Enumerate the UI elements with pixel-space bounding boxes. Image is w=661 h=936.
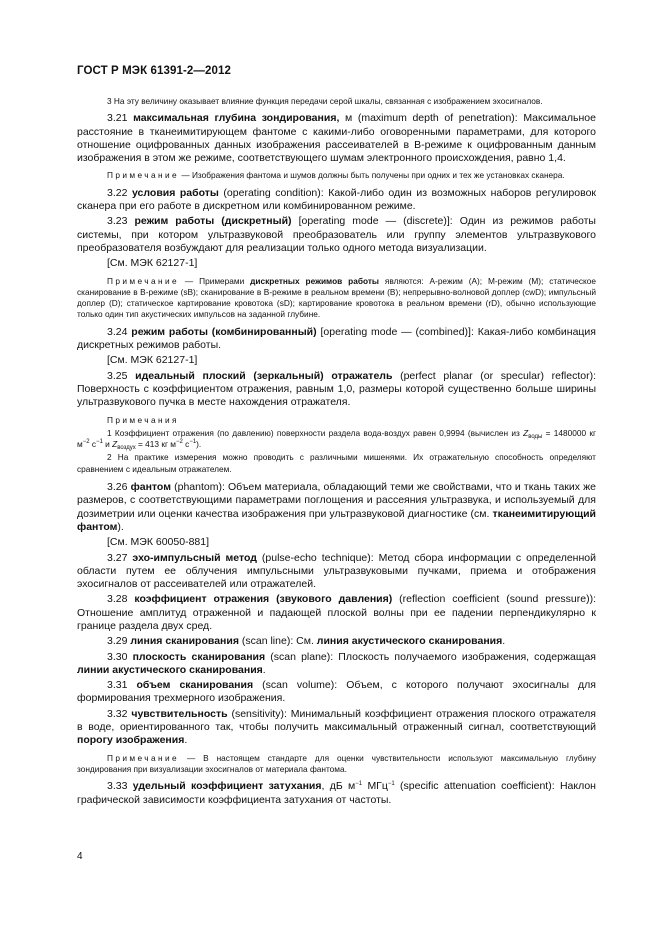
term-name: объем сканирования: [136, 679, 254, 692]
term-number: 3.21: [107, 112, 134, 125]
exponent: −1: [96, 439, 103, 446]
exponent: −1: [355, 781, 363, 788]
unit-text: с: [182, 439, 190, 450]
term-definition: .: [262, 663, 266, 676]
reference-text: [См. МЭК 62127-1]: [107, 354, 198, 367]
unit-text: с: [89, 439, 97, 450]
term-number: 3.31: [107, 679, 137, 692]
exponent: −1: [189, 439, 197, 446]
term-name: идеальный плоский (зеркальный) отражатель: [135, 369, 393, 382]
term-definition: (phantom): Объем материала, обладающий теми же свойствами, что и ткань таких же размеров, с соответствующими параметрами поглощения и рассеяния ультразвука, и используемый для дозиметрии или оценки качества изображения при ультразвуковой диагностике (см.: [77, 481, 596, 520]
reference-3-24: [107, 354, 596, 367]
term-3-28: [77, 593, 596, 633]
term-name: максимальная глубина зондирования,: [133, 112, 340, 125]
term-number: 3.30: [107, 650, 133, 663]
term-3-29: [77, 635, 596, 648]
note-text: 1 Коэффициент отражения (по давлению) поверхности раздела вода-воздух равен 0,9994 (вычислен из: [107, 427, 524, 438]
term-crossref: тканеимитирующий фантом: [77, 507, 596, 533]
notes-label: Примечания: [107, 414, 179, 425]
air-subscript: воздух: [117, 445, 136, 452]
impedance-symbol: Z: [112, 439, 118, 450]
document-header: [77, 65, 231, 77]
term-definition: ).: [117, 520, 124, 533]
term-number: 3.27: [107, 551, 133, 564]
term-name: коэффициент отражения (звукового давления): [134, 593, 393, 606]
term-3-26: [77, 481, 596, 534]
term-name: фантом: [130, 481, 171, 494]
term-name: условия работы: [131, 186, 219, 199]
term-unit: МГц: [362, 780, 388, 793]
note-label: Примечание: [107, 752, 180, 763]
term-definition: (scan line): См.: [238, 635, 317, 648]
term-name: режим работы (комбинированный): [131, 325, 317, 338]
note-3-25-2: [77, 452, 596, 475]
term-3-25: [77, 370, 596, 410]
term-definition: (scan plane): Плоскость получаемого изображения, содержащая: [265, 650, 596, 663]
term-3-27: [77, 552, 596, 592]
term-3-32: [77, 708, 596, 748]
term-number: 3.25: [107, 369, 136, 382]
term-definition: (operating condition): Какой-либо один из возможных наборов регулировок сканера при его работе в дискретном или комбинированном режиме.: [77, 186, 596, 213]
term-3-24: [77, 326, 596, 353]
page-number-text: 4: [77, 851, 83, 862]
term-name: плоскость сканирования: [132, 650, 266, 663]
exponent: −1: [387, 781, 395, 788]
term-number: 3.29: [107, 635, 131, 648]
note-3-21: [77, 170, 596, 181]
note-text: 2 На практике измерения можно проводить с различными мишенями. Их отражательную способность определяют сравнением с идеальным отражателем.: [77, 452, 596, 474]
note-text: ).: [196, 439, 202, 450]
term-definition: м (maximum depth of penetration): Максимальное расстояние в тканеимитирующем фантоме с какими-либо оговоренными параметрами, для которого отношение оцифрованных данных изображения рассеивателей в В-режиме к оцифрованным данным изображения в этом же режиме, соответствующего шумам электронного происхождения, равно 1,4.: [77, 112, 596, 165]
term-name: линия сканирования: [130, 635, 239, 648]
exponent: −2: [176, 439, 183, 446]
note-text: и: [102, 439, 113, 450]
note-text: = 413 кг м: [135, 439, 176, 450]
note-text: — Изображения фантома и шумов должны быть получены при одних и тех же установках сканера.: [179, 170, 565, 181]
term-3-21: [77, 112, 596, 165]
term-3-23: [77, 215, 596, 255]
term-3-31: [77, 679, 596, 706]
note-text: — В настоящем стандарте для оценки чувствительности используют максимальную глубину зондирования при визуализации эхосигналов от материала фантома.: [77, 752, 596, 774]
note-term: дискретных режимов работы: [250, 275, 379, 286]
document-body: [77, 96, 596, 809]
note-label: Примечание: [107, 170, 180, 181]
term-number: 3.26: [107, 481, 131, 494]
note-3-23: [77, 276, 596, 321]
note-3-25-1: [77, 428, 596, 451]
footnote-text: 3 На эту величину оказывает влияние функция передачи серой шкалы, связанная с изображением эхосигналов.: [107, 96, 543, 106]
term-name: режим работы (дискретный): [134, 215, 292, 228]
term-name: чувствительность: [131, 707, 228, 720]
note-text: = 1480000 кг м: [77, 427, 597, 450]
term-number: 3.33: [107, 780, 133, 793]
reference-text: [См. МЭК 62127-1]: [107, 257, 198, 270]
term-definition: .: [502, 635, 506, 648]
reference-3-23: [107, 257, 596, 270]
term-definition: (perfect planar (or specular) reflector): Поверхность с коэффициентом отражения, равным 1,0, размеры которой существенно больше ширины ультразвукового пучка в месте нахождения отражателя.: [77, 369, 596, 409]
notes-heading-3-25: [77, 415, 596, 426]
term-number: 3.22: [107, 186, 132, 199]
term-crossref: порогу изображения: [77, 734, 185, 747]
term-definition: (specific attenuation coefficient): Наклон графической зависимости коэффициента затухания от частоты.: [77, 780, 596, 806]
impedance-symbol: Z: [523, 427, 529, 438]
note-3-32: [77, 753, 596, 776]
term-definition: [operating mode — (combined)]: Какая-либо комбинация дискретных режимов работы.: [77, 325, 596, 352]
term-number: 3.28: [107, 593, 135, 606]
note-text: — Примерами: [179, 275, 251, 286]
note-text: являются: А-режим (А); М-режим (М); статическое сканирование в В-режиме (sB); сканирование в В-режиме в реальном времени (В); непрерывно-волновой доплер (cwD); импульсный доплер (D); статическое картирование кровотока (sD); картирование кровотока в реальном времени (rD), обычно использующие только один тип акустических импульсов на заданной глубине.: [77, 275, 596, 320]
term-3-22: [77, 187, 596, 214]
exponent: −2: [82, 439, 90, 446]
term-definition: .: [184, 734, 188, 747]
term-definition: (scan volume): Объем, с которого получают эхосигналы для формирования трехмерного изображения.: [77, 679, 596, 705]
term-3-33: [77, 780, 596, 807]
note-label: Примечание: [107, 275, 180, 286]
page-number: [77, 851, 83, 862]
reference-text: [См. МЭК 60050-881]: [107, 536, 210, 549]
term-number: 3.23: [107, 215, 135, 228]
water-subscript: воды: [528, 433, 543, 440]
term-name: удельный коэффициент затухания: [132, 780, 322, 793]
footnote-3: [77, 96, 596, 107]
term-number: 3.32: [107, 707, 132, 720]
term-definition: (pulse-echo technique): Метод сбора информации с определенной области путем ее облучения импульсными ультразвуковыми пучками, приема и отображения эхосигналов от рассеивателей или отражателей.: [77, 551, 596, 591]
term-unit: , дБ м: [321, 780, 356, 793]
term-name: эхо-импульсный метод: [132, 551, 257, 564]
term-definition: (sensitivity): Минимальный коэффициент отражения плоского отражателя в воде, ориентированного так, чтобы получить максимальный отраженный сигнал, соответствующий: [77, 707, 596, 734]
term-3-30: [77, 651, 596, 678]
term-definition: [operating mode — (discrete)]: Один из режимов работы системы, при котором ультразвуковой преобразователь или группу элементов ультразвукового преобразователя возбуждают для реализации только одного метода визуализации.: [77, 215, 596, 254]
term-number: 3.24: [107, 325, 132, 338]
term-definition: (reflection coefficient (sound pressure)): Отношение амплитуд отраженной и падающей плоской волны при ее падении перпендикулярно к границе раздела двух сред.: [77, 593, 596, 632]
term-crossref: линия акустического сканирования: [316, 635, 503, 648]
standard-title: ГОСТ Р МЭК 61391-2—2012: [77, 65, 231, 77]
reference-3-26: [107, 536, 596, 549]
term-crossref: линии акустического сканирования: [77, 663, 263, 676]
